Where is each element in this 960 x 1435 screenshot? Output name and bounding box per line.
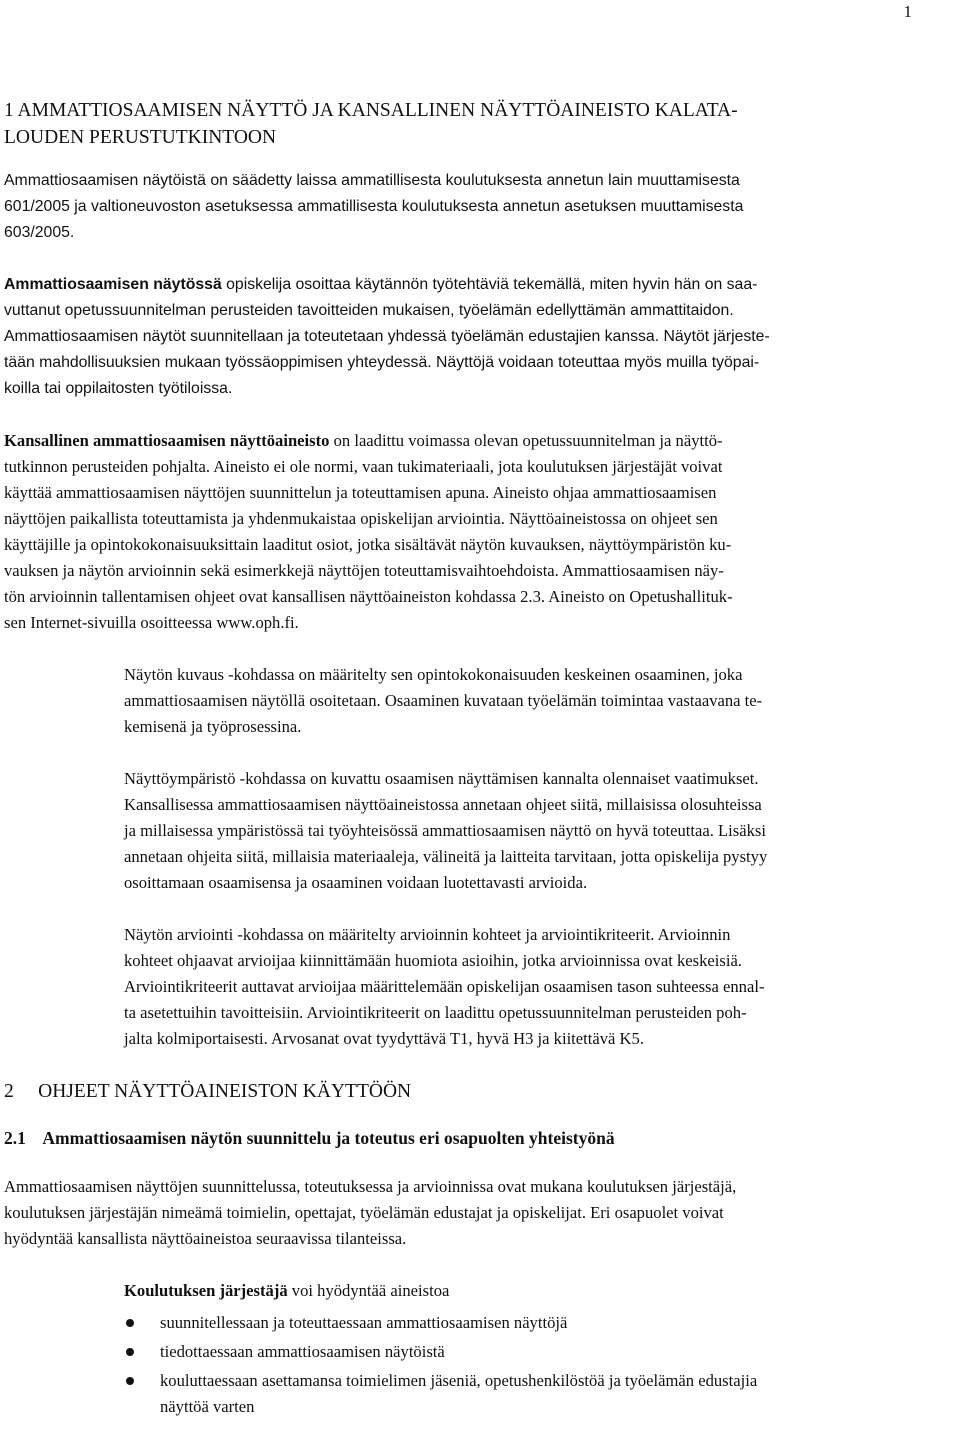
text-line: opiskelija osoittaa käytännön työtehtäviä tekemällä, miten hyvin hän on saa- [221, 276, 758, 293]
kuvaus-paragraph [124, 662, 959, 740]
page-number: 1 [903, 2, 912, 21]
text-line: Näytön kuvaus -kohdassa on määritelty sen opintokokonaisuuden keskeinen osaaminen, joka [124, 665, 743, 684]
text-line: kohteet ohjaavat arvioijaa kiinnittämään huomiota asioihin, jotka arvioinnissa ovat keskeisiä. [124, 951, 742, 970]
subsection-heading-2-1: 2.1 Ammattiosaamisen näytön suunnittelu ja toteutus eri osapuolten yhteistyönä [4, 1128, 615, 1148]
text-line: koulutuksen järjestäjän nimeämä toimielin, opettajat, työelämän edustajat ja opiskelijat. Eri osapuolet voivat [4, 1203, 724, 1222]
ymparisto-paragraph [124, 766, 959, 896]
text-line: Arviointikriteerit auttavat arvioijaa määrittelemään opiskelijan osaamisen tason suhteessa ennal- [124, 977, 765, 996]
bold-term: Koulutuksen järjestäjä [124, 1281, 288, 1300]
text-line: 601/2005 ja valtioneuvoston asetuksessa ammatillisesta koulutuksesta annetun asetuksen muuttamisesta [4, 198, 744, 215]
text-line: hyödyntää kansallista näyttöaineistoa seuraavissa tilanteissa. [4, 1229, 407, 1248]
naytto-paragraph [4, 272, 959, 402]
kansallinen-paragraph [4, 428, 959, 636]
text-line: tään mahdollisuuksien mukaan työssäoppimisen yhteydessä. Näyttöjä voidaan toteuttaa myös muilla työpai- [4, 354, 760, 371]
intro-paragraph [4, 168, 959, 246]
text-line: 603/2005. [4, 224, 75, 241]
text-line: Ammattiosaamisen näytöistä on säädetty laissa ammatillisesta koulutuksesta annetun lain muuttamisesta [4, 172, 740, 189]
text-line: tutkinnon perusteiden pohjalta. Aineisto ei ole normi, vaan tukimateriaali, jota koulutuksen järjestäjät voivat [4, 457, 723, 476]
text-line: sen Internet-sivuilla osoitteessa www.oph.fi. [4, 613, 299, 632]
text-line: näyttöjen paikallista toteuttamista ja yhdenmukaistaa opiskelijan arviointia. Näyttöaineistossa on ohjeet sen [4, 509, 718, 528]
osapuolet-paragraph [4, 1174, 959, 1252]
bold-term: Ammattiosaamisen näytössä [4, 276, 222, 293]
text-line: tön arvioinnin tallentamisen ohjeet ovat kansallisen näyttöaineiston kohdassa 2.3. Aineisto on Opetushallituk- [4, 587, 733, 606]
arviointi-paragraph [124, 922, 959, 1052]
text-line: kemisenä ja työprosessina. [124, 717, 302, 736]
koulutus-bullet-list [4, 1310, 959, 1420]
text-line: voi hyödyntää aineistoa [287, 1281, 450, 1300]
koulutus-lead [124, 1278, 959, 1304]
text-line: käyttää ammattiosaamisen näyttöjen suunnittelun ja toteuttamisen apuna. Aineisto ohjaa ammattiosaamisen [4, 483, 717, 502]
text-line: annetaan ohjeita siitä, millaisia materiaaleja, välineitä ja laitteita tarvitaan, jotta opiskelija pystyy [124, 847, 768, 866]
document-body [4, 97, 959, 1423]
text-line: ta asetettuihin tavoitteisiin. Arviointikriteerit on laadittu opetussuunnitelman perusteiden poh- [124, 1003, 747, 1022]
text-line: näyttöä varten [160, 1397, 255, 1416]
section-heading-2: 2 OHJEET NÄYTTÖAINEISTON KÄYTTÖÖN [4, 1081, 412, 1102]
list-item: tiedottaessaan ammattiosaamisen näytöistä [124, 1339, 959, 1365]
bold-term: Kansallinen ammattiosaamisen näyttöaineisto [4, 431, 330, 450]
text-line: on laadittu voimassa olevan opetussuunnitelman ja näyttö- [329, 431, 723, 450]
list-item [124, 1368, 959, 1420]
list-item: suunnitellessaan ja toteuttaessaan ammattiosaamisen näyttöjä [124, 1310, 959, 1336]
text-line: käyttäjille ja opintokokonaisuuksittain laaditut osiot, jotka sisältävät näytön kuvauksen, näyttöympäristön ku- [4, 535, 732, 554]
text-line: ammattiosaamisen näytöllä osoitetaan. Osaaminen kuvataan työelämän toimintaa vastaavana te- [124, 691, 763, 710]
text-line: ja millaisessa ympäristössä tai työyhteisössä ammattiosaamisen näyttö on hyvä toteuttaa. Lisäksi [124, 821, 766, 840]
text-line: osoittamaan osaamisensa ja osaaminen voidaan luotettavasti arvioida. [124, 873, 588, 892]
text-line: Näyttöympäristö -kohdassa on kuvattu osaamisen näyttämisen kannalta olennaiset vaatimukset. [124, 769, 759, 788]
text-line: vuttanut opetussuunnitelman perusteiden tavoitteiden mukaisen, työelämän edellyttämän ammattitaidon. [4, 302, 734, 319]
text-line: vauksen ja näytön arvioinnin sekä esimerkkejä näyttöjen toteuttamisvaihtoehdoista. Ammattiosaamisen näy- [4, 561, 724, 580]
text-line: jalta kolmiportaisesti. Arvosanat ovat tyydyttävä T1, hyvä H3 ja kiitettävä K5. [124, 1029, 644, 1048]
text-line: kouluttaessaan asettamansa toimielimen jäseniä, opetushenkilöstöä ja työelämän edustajia [160, 1371, 758, 1390]
text-line: Kansallisessa ammattiosaamisen näyttöaineistossa annetaan ohjeet siitä, millaisissa olosuhteissa [124, 795, 762, 814]
text-line: koilla tai oppilaitosten työtiloissa. [4, 380, 233, 397]
heading-line: LOUDEN PERUSTUTKINTOON [4, 127, 277, 148]
text-line: Ammattiosaamisen näyttöjen suunnittelussa, toteutuksessa ja arvioinnissa ovat mukana koulutuksen järjestäjä, [4, 1177, 737, 1196]
section-heading-1 [4, 97, 959, 151]
text-line: Ammattiosaamisen näytöt suunnitellaan ja toteutetaan yhdessä työelämän edustajien kanssa. Näytöt järjeste- [4, 328, 770, 345]
heading-line: 1 AMMATTIOSAAMISEN NÄYTTÖ JA KANSALLINEN NÄYTTÖAINEISTO KALATA- [4, 100, 738, 121]
text-line: Näytön arviointi -kohdassa on määritelty arvioinnin kohteet ja arviointikriteerit. Arvioinnin [124, 925, 731, 944]
